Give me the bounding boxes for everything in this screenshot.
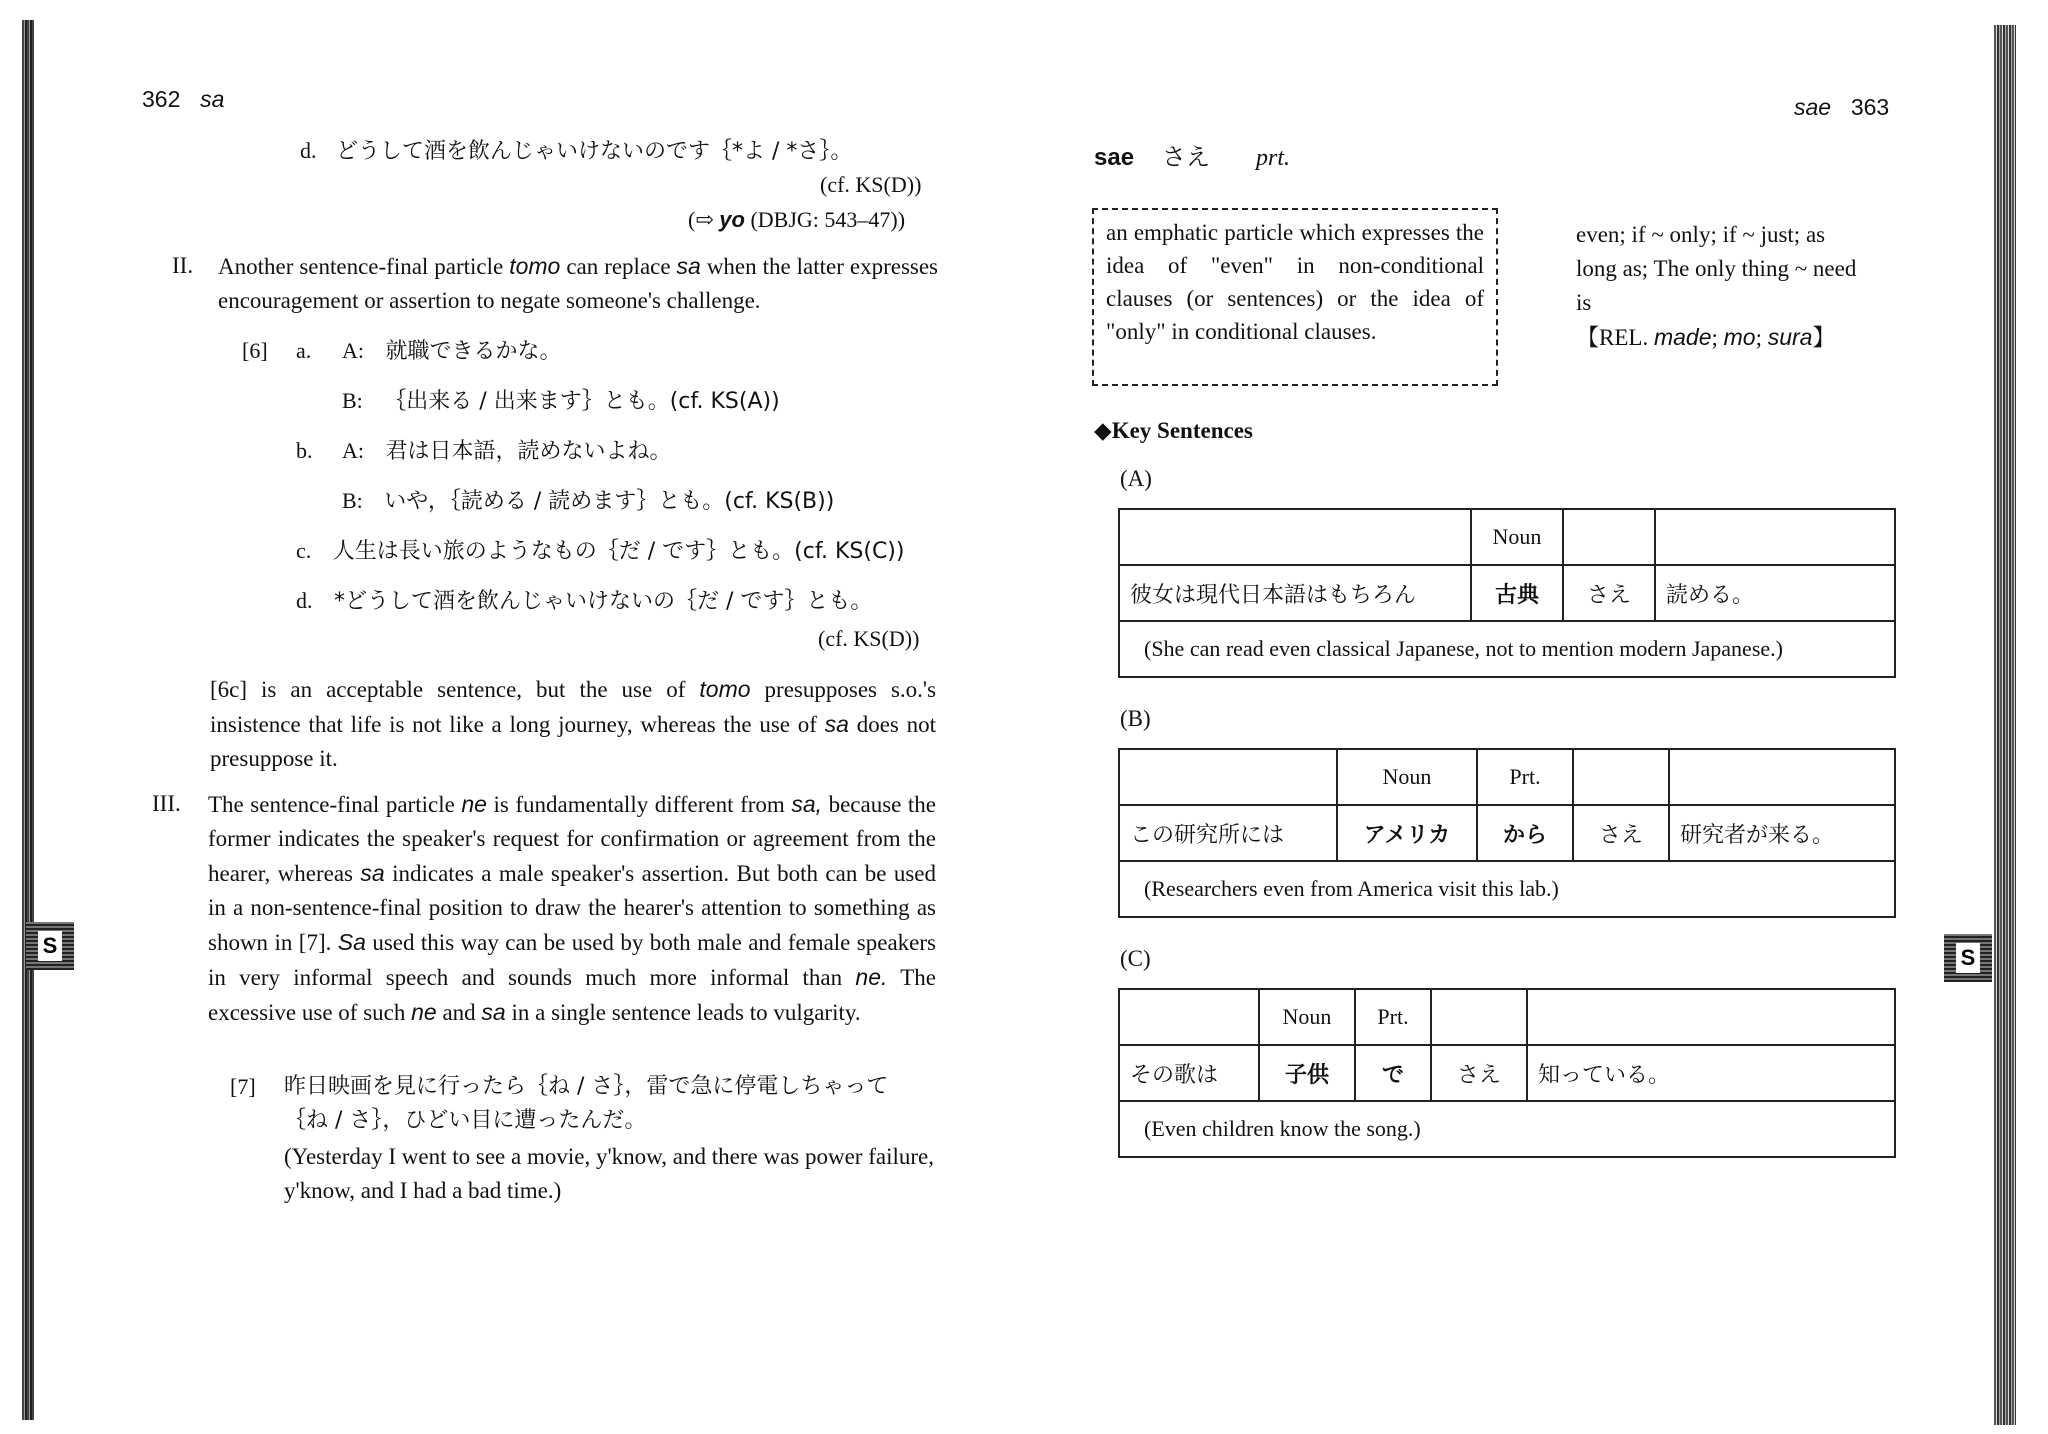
text: The excessive use of such [208, 965, 937, 1025]
example-6b-B [342, 484, 834, 519]
left-page-header [142, 82, 224, 117]
header-cell [1563, 509, 1655, 565]
table-cell: 子供 [1259, 1045, 1355, 1101]
right-page-header [1794, 90, 1889, 125]
header-cell [1119, 749, 1337, 805]
rel-item: sura [1767, 324, 1813, 350]
tab-letter: S [38, 931, 62, 961]
rel-close: 】 [1812, 325, 1836, 350]
rel-open: 【REL. [1576, 325, 1649, 350]
section-II-text [218, 249, 938, 318]
example-letter: d. [300, 138, 317, 163]
speaker-label: A: [342, 338, 364, 363]
section-tab-s-right [1944, 934, 1992, 982]
key-sentences-heading: ◆Key Sentences [1094, 418, 1253, 443]
ks-b-table [1118, 748, 1896, 918]
utterance: いや，｛読める / 読めます｝とも。(cf. KS(B)) [384, 489, 835, 514]
example-7-translation [284, 1140, 934, 1208]
table-cell: から [1477, 805, 1573, 861]
example-6a-letter: a. [296, 338, 312, 363]
header-cell: Noun [1337, 749, 1477, 805]
term: sa [360, 860, 385, 886]
header-cell: Prt. [1355, 989, 1431, 1045]
term: ne. [855, 964, 888, 990]
table-cell: 知っている。 [1527, 1045, 1895, 1101]
headword-kana: さえ [1162, 143, 1211, 171]
example-6c [296, 534, 904, 569]
example-6b-A [342, 434, 672, 469]
term: sa [481, 999, 506, 1025]
header-cell: Noun [1471, 509, 1563, 565]
table-cell: で [1355, 1045, 1431, 1101]
term: ne [461, 791, 487, 817]
text: used this way can be used by both male and female speakers in very informal speech and sounds much more informal than [208, 930, 936, 990]
right-running-head: sae [1794, 94, 1832, 120]
header-cell [1431, 989, 1527, 1045]
example-6d-ref: (cf. KS(D)) [818, 626, 920, 651]
ks-a-label: (A) [1120, 466, 1152, 491]
glosses [1576, 218, 1896, 355]
table-cell: その歌は [1119, 1045, 1259, 1101]
example-letter: d. [296, 588, 313, 613]
text: The sentence-final particle [208, 792, 455, 817]
term: ne [411, 999, 437, 1025]
header-cell [1119, 509, 1471, 565]
part-of-speech: prt. [1256, 145, 1291, 171]
example-letter: c. [296, 538, 312, 563]
cross-ref-source: (DBJG: 543–47)) [750, 207, 906, 232]
text: presupposes s.o.'s insistence that life is not like a long journey, whereas the use of [210, 677, 937, 737]
section-II-numeral: II. [172, 253, 194, 278]
table-cell: アメリカ [1337, 805, 1477, 861]
cross-reference [688, 203, 905, 237]
example-5d-ref: (cf. KS(D)) [820, 172, 922, 197]
example-sentence: 人生は長い旅のようなもの｛だ / です｝とも。(cf. KS(C)) [332, 539, 905, 564]
definition-box [1092, 208, 1498, 386]
right-page-number: 363 [1850, 94, 1890, 120]
text: in a single sentence leads to vulgarity. [511, 1000, 861, 1025]
translation: (Yesterday I went to see a movie, y'know, and there was power failure, y'know, and I had a bad time.) [284, 1144, 934, 1203]
rel-sep: ; [1711, 325, 1718, 350]
example-7-number: [7] [230, 1074, 256, 1099]
note-6c [210, 672, 936, 776]
term: sa [676, 253, 701, 279]
text: [6c] is an acceptable sentence, but the use of [210, 677, 686, 702]
example-5d [300, 134, 852, 169]
term: tomo [509, 253, 561, 279]
ks-a-table [1118, 508, 1896, 678]
left-running-head: sa [200, 86, 225, 112]
table-header-row [1119, 989, 1895, 1045]
term: sa, [791, 791, 823, 817]
table-row [1119, 1101, 1895, 1157]
utterance: 就職できるかな。 [385, 339, 562, 364]
entry-headword [1094, 140, 1290, 175]
term: tomo [699, 676, 751, 702]
table-cell: この研究所には [1119, 805, 1337, 861]
table-cell: 彼女は現代日本語はもちろん [1119, 565, 1471, 621]
rel-sep: ; [1755, 325, 1762, 350]
speaker-label: B: [342, 388, 363, 413]
rel-item: mo [1723, 324, 1756, 350]
table-cell: さえ [1573, 805, 1669, 861]
ks-c-label: (C) [1120, 946, 1151, 971]
example-6a-B [342, 384, 780, 419]
example-7-line-2: ｛ね / さ｝，ひどい目に遭ったんだ。 [284, 1108, 647, 1133]
text: is fundamentally different from [493, 792, 785, 817]
example-6d [296, 584, 872, 619]
gloss-line: even; if ~ only; if ~ just; as [1576, 222, 1826, 247]
ks-b-label: (B) [1120, 706, 1151, 731]
table-row [1119, 621, 1895, 677]
header-cell: Noun [1259, 989, 1355, 1045]
example-6b-letter: b. [296, 438, 313, 463]
gloss-line: long as; The only thing ~ need [1576, 256, 1857, 281]
header-cell [1655, 509, 1895, 565]
section-III-numeral: III. [152, 791, 181, 816]
definition-text: an emphatic particle which expresses the idea of "even" in non-conditional clauses (or sentences) or the idea of "only" in conditional clauses. [1106, 220, 1484, 344]
utterance: 君は日本語，読めないよね。 [385, 439, 672, 464]
term: sa [824, 711, 849, 737]
text: when the latter expresses encouragement or assertion to negate someone's challenge. [218, 254, 939, 313]
text: Another sentence-final particle [218, 254, 504, 279]
header-cell: Prt. [1477, 749, 1573, 805]
header-cell [1669, 749, 1895, 805]
table-cell: 古典 [1471, 565, 1563, 621]
translation-cell: (Researchers even from America visit this lab.) [1119, 861, 1895, 917]
table-cell: さえ [1431, 1045, 1527, 1101]
table-row [1119, 861, 1895, 917]
table-cell: 読める。 [1655, 565, 1895, 621]
example-6a-A [342, 334, 562, 369]
gloss-line: is [1576, 290, 1592, 315]
text: and [442, 1000, 476, 1025]
section-tab-s-left [26, 922, 74, 970]
text: does not presuppose it. [210, 712, 936, 771]
speaker-label: B: [342, 488, 363, 513]
table-row [1119, 1045, 1895, 1101]
utterance: ｛出来る / 出来ます｝とも。(cf. KS(A)) [384, 389, 780, 414]
rel-item: made [1653, 324, 1712, 350]
table-header-row [1119, 749, 1895, 805]
example-sentence: どうして酒を飲んじゃいけないのです｛*よ / *さ｝。 [336, 139, 853, 164]
translation-cell: (She can read even classical Japanese, not to mention modern Japanese.) [1119, 621, 1895, 677]
section-III-text [208, 787, 936, 1030]
speaker-label: A: [342, 438, 364, 463]
cross-ref-word: yo [719, 207, 745, 232]
related-entries [1576, 320, 1896, 355]
header-cell [1527, 989, 1895, 1045]
text: because the former indicates the speaker's request for confirmation or agreement from the hearer, whereas [208, 792, 936, 886]
ks-c-table [1118, 988, 1896, 1158]
tab-letter: S [1956, 943, 1980, 973]
example-7-line-1: 昨日映画を見に行ったら｛ね / さ｝，雷で急に停電しちゃって [284, 1074, 889, 1099]
cross-ref-arrow: (⇨ [688, 207, 714, 232]
table-cell: さえ [1563, 565, 1655, 621]
left-page-edge [22, 20, 34, 1420]
example-sentence: *どうして酒を飲んじゃいけないの｛だ / です｝とも。 [334, 589, 873, 614]
header-cell [1119, 989, 1259, 1045]
term: Sa [337, 929, 366, 955]
table-header-row [1119, 509, 1895, 565]
headword-romaji: sae [1094, 144, 1135, 171]
translation-cell: (Even children know the song.) [1119, 1101, 1895, 1157]
text: can replace [566, 254, 671, 279]
table-row [1119, 805, 1895, 861]
table-row [1119, 565, 1895, 621]
table-cell: 研究者が来る。 [1669, 805, 1895, 861]
header-cell [1573, 749, 1669, 805]
text: indicates a male speaker's assertion. But both can be used in a non-sentence-final position to draw the hearer's attention to something as shown in [7]. [208, 861, 936, 955]
left-page-number: 362 [142, 86, 181, 112]
right-page-edge [1994, 25, 2016, 1425]
example-6-number: [6] [242, 338, 268, 363]
